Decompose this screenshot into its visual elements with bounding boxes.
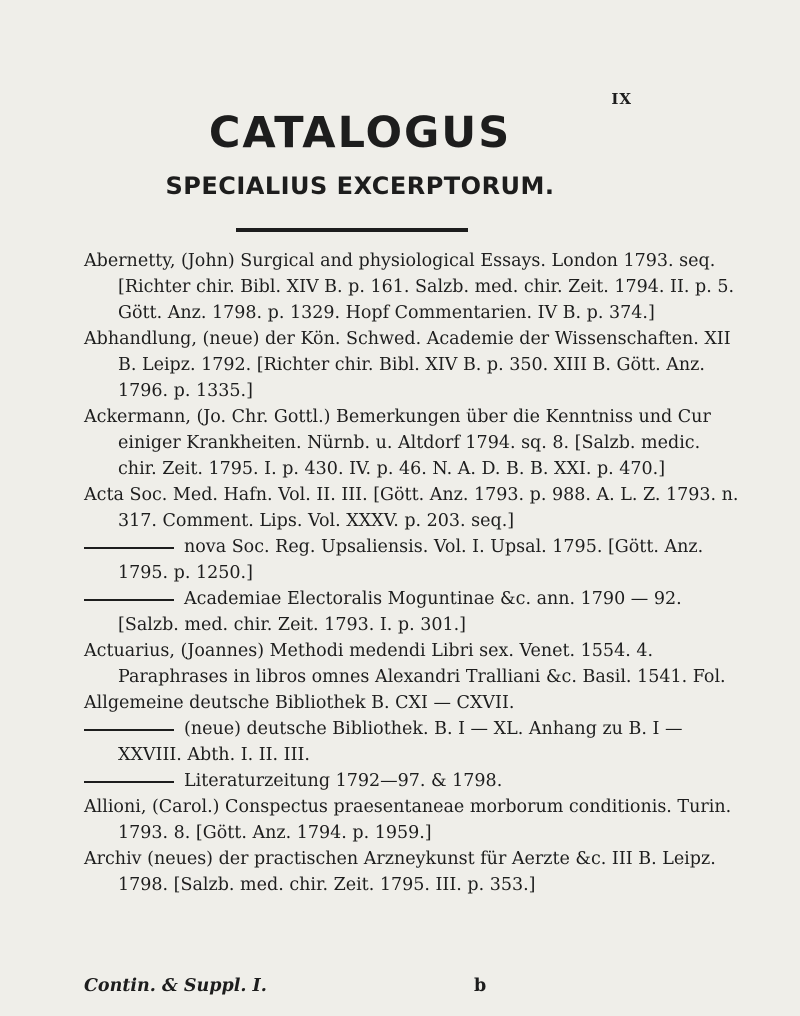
entry-text: Allgemeine deutsche Bibliothek B. CXI — CXVII. bbox=[84, 693, 515, 713]
entry-text: Abhandlung, (neue) der Kön. Schwed. Academie der Wissenschaften. XII B. Leipz. 1792. [Richter chir. Bibl. XIV B. p. 350. XIII B. Gött. Anz. 1796. p. 1335.] bbox=[84, 329, 731, 401]
title-rule bbox=[236, 228, 468, 232]
continuation-note: Contin. & Suppl. I. bbox=[84, 976, 267, 996]
entry-text: Archiv (neues) der practischen Arzneykunst für Aerzte &c. III B. Leipz. 1798. [Salzb. med. chir. Zeit. 1795. III. p. 353.] bbox=[84, 849, 716, 895]
page-title: CATALOGUS bbox=[208, 108, 512, 158]
ditto-dash bbox=[84, 781, 174, 783]
entry-abhandlung bbox=[84, 326, 744, 404]
entry-nova-soc bbox=[84, 534, 744, 586]
ditto-dash bbox=[84, 599, 174, 601]
entry-text: Allioni, (Carol.) Conspectus praesentaneae morborum conditionis. Turin. 1793. 8. [Gött. Anz. 1794. p. 1959.] bbox=[84, 797, 732, 843]
entry-acta bbox=[84, 482, 744, 534]
entry-academiae bbox=[84, 586, 744, 638]
entry-allioni bbox=[84, 794, 744, 846]
page-subtitle: SPECIALIUS EXCERPTORUM. bbox=[165, 172, 555, 200]
entry-neue-allgemeine bbox=[84, 716, 744, 768]
entry-text: Acta Soc. Med. Hafn. Vol. II. III. [Gött. Anz. 1793. p. 988. A. L. Z. 1793. n. 317. Comment. Lips. Vol. XXXV. p. 203. seq.] bbox=[84, 485, 739, 531]
footer-line bbox=[84, 976, 684, 996]
entry-text: Actuarius, (Joannes) Methodi medendi Libri sex. Venet. 1554. 4. Paraphrases in libros omnes Alexandri Tralliani &c. Basil. 1541. Fol. bbox=[84, 641, 726, 687]
entry-ackermann bbox=[84, 404, 744, 482]
entry-text: nova Soc. Reg. Upsaliensis. Vol. I. Upsal. 1795. [Gött. Anz. 1795. p. 1250.] bbox=[118, 537, 704, 583]
entry-literaturzeitung bbox=[84, 768, 744, 794]
entry-text: Ackermann, (Jo. Chr. Gottl.) Bemerkungen über die Kenntniss und Cur einiger Krankheiten. Nürnb. u. Altdorf 1794. sq. 8. [Salzb. medic. chir. Zeit. 1795. I. p. 430. IV. p. 46. N. A. D. B. B. XXI. p. 470.] bbox=[84, 407, 711, 479]
entry-text: Literaturzeitung 1792—97. & 1798. bbox=[184, 771, 503, 791]
entries-list bbox=[84, 248, 744, 898]
entry-allgemeine bbox=[84, 690, 744, 716]
entry-text: Abernetty, (John) Surgical and physiological Essays. London 1793. seq. [Richter chir. Bibl. XIV B. p. 161. Salzb. med. chir. Zeit. 1794. II. p. 5. Gött. Anz. 1798. p. 1329. Hopf Commentarien. IV B. p. 374.] bbox=[84, 251, 735, 323]
entry-archiv bbox=[84, 846, 744, 898]
entry-text: (neue) deutsche Bibliothek. B. I — XL. Anhang zu B. I — XXVIII. Abth. I. II. III. bbox=[118, 719, 683, 765]
entry-text: Academiae Electoralis Moguntinae &c. ann. 1790 — 92. [Salzb. med. chir. Zeit. 1793. I. p. 301.] bbox=[118, 589, 682, 635]
page-number: IX bbox=[611, 90, 632, 108]
ditto-dash bbox=[84, 729, 174, 731]
entry-abernetty bbox=[84, 248, 744, 326]
entry-actuarius bbox=[84, 638, 744, 690]
signature-mark: b bbox=[474, 976, 487, 996]
ditto-dash bbox=[84, 547, 174, 549]
